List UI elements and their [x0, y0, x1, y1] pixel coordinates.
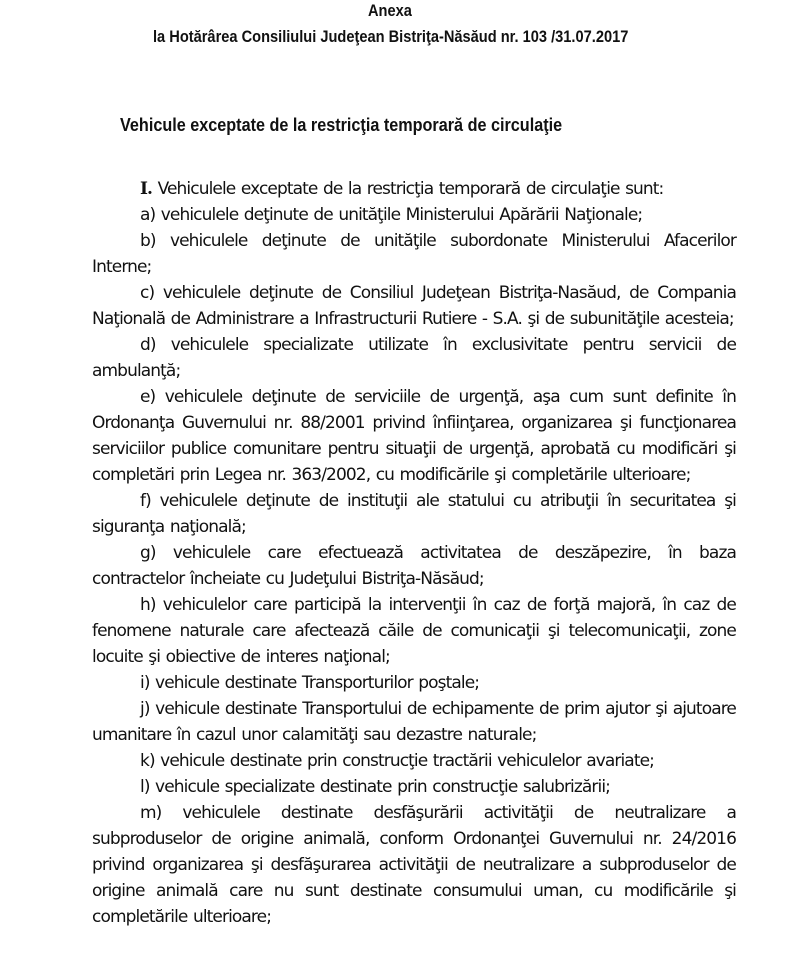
list-item: j) vehicule destinate Transportului de echipamente de prim ajutor şi ajutoare umanitare în cazul unor calamităţi sau dezastre naturale; [92, 699, 736, 745]
section-intro [92, 176, 736, 202]
list-item: l) vehicule specializate destinate prin construcţie salubrizării; [140, 777, 610, 797]
section-intro-text: Vehiculele exceptate de la restricţia temporară de circulaţie sunt: [152, 179, 664, 199]
list-item: c) vehiculele deţinute de Consiliul Judeţean Bistriţa-Nasăud, de Compania Naţională de Administrare a Infrastructurii Rutiere - S.A. şi de subunităţile acesteia; [92, 283, 736, 329]
document-body [92, 176, 736, 930]
annex-label: Anexa [368, 1, 412, 20]
list-item: g) vehiculele care efectuează activitatea de deszăpezire, în baza contractelor încheiate cu Judeţului Bistriţa-Năsăud; [92, 543, 736, 589]
list-item: h) vehiculelor care participă la intervenţii în caz de forţă majoră, în caz de fenomene naturale care afectează căile de comunicaţii şi telecomunicaţii, zone locuite şi obiective de interes naţional; [92, 595, 736, 667]
list-item: m) vehiculele destinate desfăşurării activităţii de neutralizare a subproduselor de origine animală, conform Ordonanţei Guvernului nr. 24/2016 privind organizarea şi desfăşurarea activităţii de neutralizare a subproduselor de origine animală care nu sunt destinate consumului uman, cu modificările şi completările ulterioare; [92, 803, 736, 927]
list-item: a) vehiculele deţinute de unităţile Ministerului Apărării Naţionale; [140, 205, 643, 225]
list-item: e) vehiculele deţinute de serviciile de urgenţă, aşa cum sunt definite în Ordonanţa Guvernului nr. 88/2001 privind înfiinţarea, organizarea şi funcţionarea serviciilor publice comunitare pentru situaţii de urgenţă, aprobată cu modificări şi completări prin Legea nr. 363/2002, cu modificările şi completările ulterioare; [92, 387, 736, 485]
list-item: i) vehicule destinate Transporturilor poştale; [140, 673, 480, 693]
decision-reference: la Hotărârea Consiliului Judeţean Bistriţa-Năsăud nr. 103 /31.07.2017 [153, 27, 629, 46]
section-number: I. [140, 179, 153, 199]
list-item: f) vehiculele deţinute de instituţii ale statului cu atribuţii în securitatea şi siguranţa naţională; [92, 491, 736, 537]
list-item: b) vehiculele deţinute de unităţile subordonate Ministerului Afacerilor Interne; [92, 231, 736, 277]
list-item: d) vehiculele specializate utilizate în exclusivitate pentru servicii de ambulanţă; [92, 335, 736, 381]
document-title: Vehicule exceptate de la restricţia temporară de circulaţie [120, 115, 563, 135]
list-item: k) vehicule destinate prin construcţie tractării vehiculelor avariate; [140, 751, 654, 771]
